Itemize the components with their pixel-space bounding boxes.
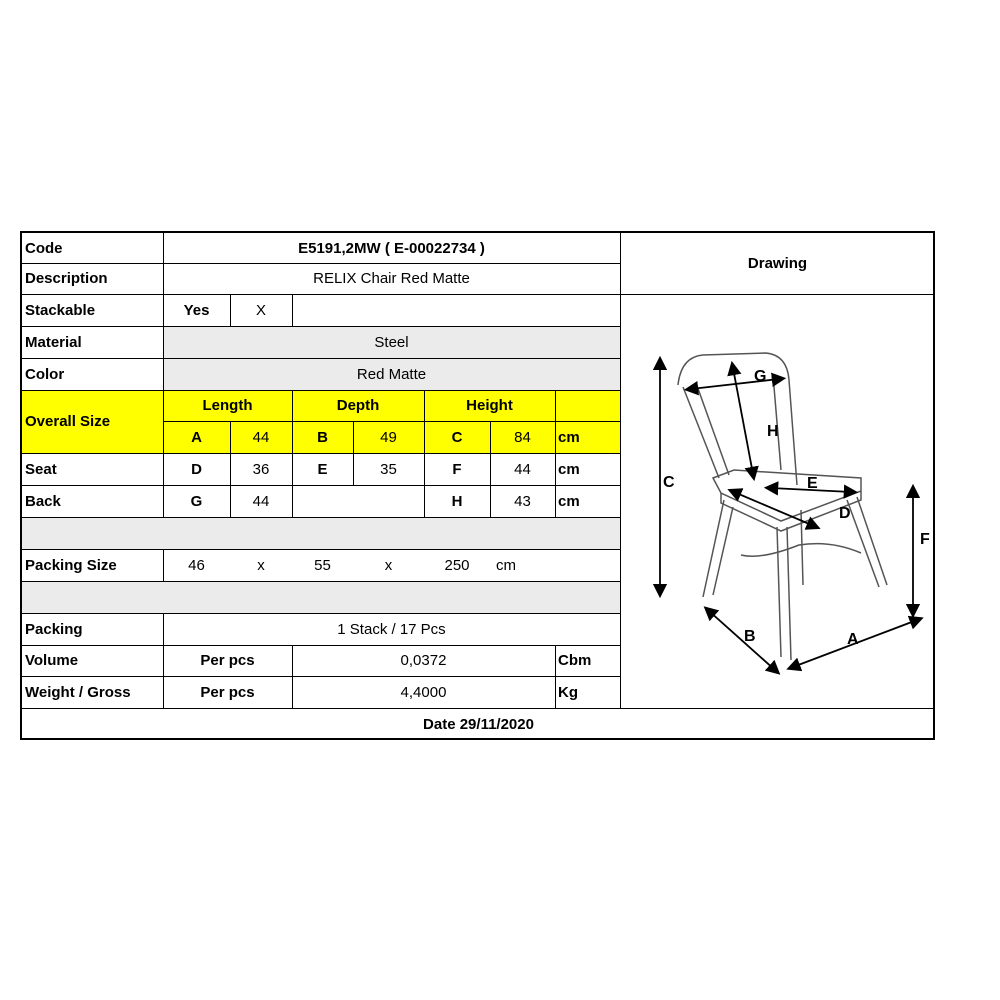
dim-c-key: C (451, 428, 463, 446)
volume-label: Volume (25, 652, 79, 669)
material-label: Material (25, 333, 82, 351)
dim-a-key: A (191, 428, 202, 446)
description-value: RELIX Chair Red Matte (313, 270, 470, 287)
dim-f-key: F (452, 460, 462, 478)
packing-size-label: Packing Size (25, 556, 117, 574)
packing-label: Packing (25, 620, 83, 638)
packing-length: 46 (188, 556, 205, 574)
weight-unit: Kg (558, 683, 578, 701)
material-value: Steel (374, 333, 409, 351)
spec-sheet (20, 231, 935, 740)
code-value: E5191,2MW ( E-00022734 ) (298, 239, 485, 257)
label-c: C (663, 474, 675, 491)
code-label: Code (25, 239, 63, 257)
volume-unit: Cbm (558, 652, 592, 669)
dim-c-value: 84 (514, 428, 531, 446)
drawing-header: Drawing (747, 255, 808, 272)
label-f: F (920, 531, 930, 548)
weight-label: Weight / Gross (25, 683, 131, 701)
color-label: Color (25, 365, 65, 383)
spacer-row-1 (22, 517, 620, 549)
weight-value: 4,4000 (400, 683, 447, 701)
dim-b-value: 49 (380, 428, 397, 446)
label-a: A (847, 631, 859, 648)
height-header: Height (466, 397, 513, 414)
packing-width: 55 (314, 556, 331, 574)
label-d: D (839, 505, 851, 522)
packing-x-2: x (384, 556, 393, 574)
depth-header: Depth (336, 397, 380, 414)
volume-per: Per pcs (200, 652, 255, 669)
packing-value: 1 Stack / 17 Pcs (337, 620, 446, 638)
label-e: E (807, 475, 818, 492)
dim-d-key: D (191, 460, 202, 478)
length-header: Length (202, 397, 253, 414)
back-unit: cm (558, 492, 580, 510)
label-h: H (767, 423, 779, 440)
dim-h-key: H (451, 492, 463, 510)
weight-per: Per pcs (200, 683, 255, 701)
dim-f-value: 44 (514, 460, 531, 478)
dim-g-value: 44 (252, 492, 270, 510)
stackable-label: Stackable (25, 301, 96, 319)
volume-value: 0,0372 (400, 652, 447, 669)
label-b: B (744, 628, 756, 645)
dim-d-value: 36 (252, 460, 270, 478)
dim-g-key: G (190, 492, 203, 510)
stackable-answer: Yes (183, 301, 210, 319)
packing-unit: cm (496, 556, 516, 574)
label-g: G (754, 368, 767, 385)
packing-height: 250 (444, 556, 470, 574)
chair-drawing (621, 295, 935, 708)
overall-unit: cm (558, 428, 580, 446)
dim-e-value: 35 (380, 460, 397, 478)
seat-unit: cm (558, 460, 580, 478)
dim-h-value: 43 (514, 492, 531, 510)
dim-e-key: E (317, 460, 328, 478)
seat-label: Seat (25, 460, 57, 478)
date-footer: Date 29/11/2020 (423, 715, 534, 733)
color-value: Red Matte (356, 365, 427, 383)
back-label: Back (25, 492, 61, 510)
spacer-row-2 (22, 581, 620, 613)
description-label: Description (25, 270, 108, 287)
dim-b-key: B (317, 428, 328, 446)
overall-size-label: Overall Size (25, 413, 111, 430)
packing-x-1: x (257, 556, 265, 574)
chair-legs (703, 500, 733, 597)
stackable-mark: X (255, 301, 266, 319)
dim-a-value: 44 (252, 428, 270, 446)
